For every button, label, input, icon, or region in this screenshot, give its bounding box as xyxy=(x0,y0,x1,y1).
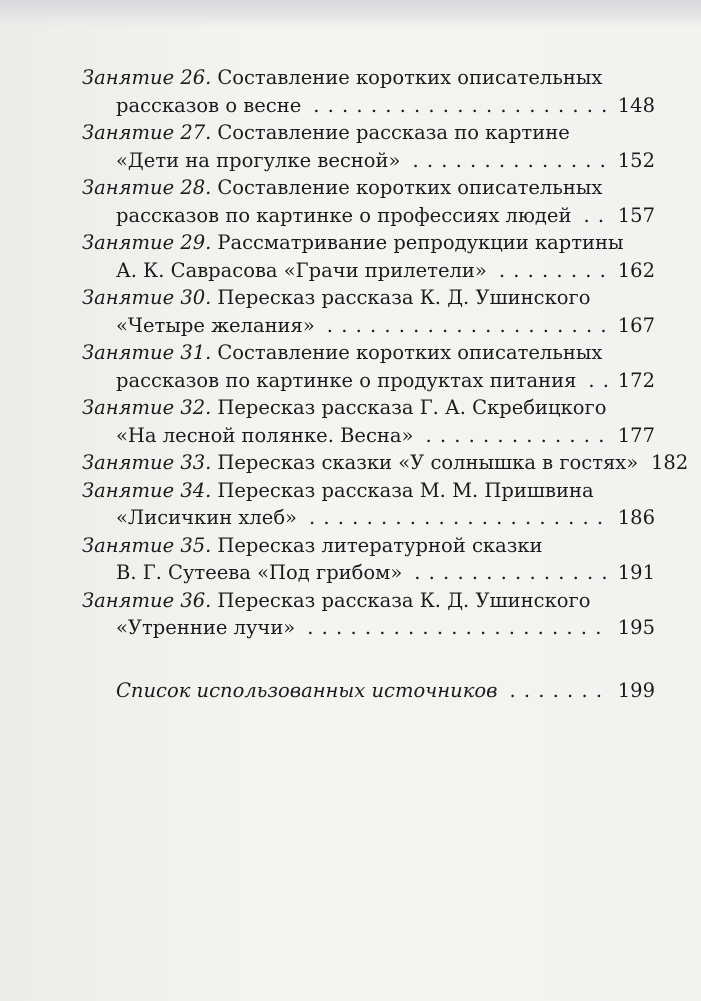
sources-page-number: 199 xyxy=(617,679,655,702)
entry-title-line2: рассказов о весне xyxy=(116,93,302,117)
entry-label: Занятие 28. xyxy=(82,176,212,199)
toc-entry-26[interactable] xyxy=(82,64,655,119)
entry-page-number: 152 xyxy=(617,148,655,172)
entry-label: Занятие 27. xyxy=(82,121,212,144)
toc-entry-31[interactable] xyxy=(82,339,655,394)
entry-title-line2: «Четыре желания» xyxy=(116,313,315,337)
toc-entry-29[interactable] xyxy=(82,229,655,284)
entry-label: Занятие 30. xyxy=(82,286,212,309)
entry-title-line1: Составление коротких описательных xyxy=(217,341,603,364)
entry-page-number: 195 xyxy=(617,616,655,639)
leader-dots xyxy=(327,312,609,340)
entry-page-number: 186 xyxy=(617,506,655,529)
entry-title-line1: Составление рассказа по картине xyxy=(217,121,570,144)
entry-title-line1: Пересказ сказки «У солнышка в гостях» xyxy=(217,451,639,474)
entry-label: Занятие 35. xyxy=(82,533,212,557)
sources-title: Список использованных источников xyxy=(116,679,498,702)
leader-dots xyxy=(425,422,609,450)
entry-label: Занятие 29. xyxy=(82,231,212,254)
entry-title-line2: «Дети на прогулке весной» xyxy=(116,148,401,172)
leader-dots xyxy=(307,614,609,642)
toc-entry-33[interactable] xyxy=(82,449,689,477)
leader-dots xyxy=(499,257,609,285)
leader-dots xyxy=(309,504,609,532)
entry-title-line1: Составление коротких описательных xyxy=(217,66,603,89)
entry-label: Занятие 32. xyxy=(82,396,212,419)
toc-entry-27[interactable] xyxy=(82,119,655,174)
entry-page-number: 177 xyxy=(617,423,655,447)
toc-entry-sources[interactable] xyxy=(116,677,655,705)
entry-label: Занятие 26. xyxy=(82,66,212,89)
entry-title-line2: В. Г. Сутеева «Под грибом» xyxy=(116,561,403,584)
leader-dots xyxy=(313,92,609,120)
entry-page-number: 162 xyxy=(617,258,655,282)
entry-page-number: 172 xyxy=(617,368,655,392)
toc-entry-30[interactable] xyxy=(82,284,655,339)
entry-title-line2: рассказов по картинке о продуктах питания xyxy=(116,368,577,392)
leader-dots xyxy=(588,367,609,395)
entry-title-line2: «Лисичкин хлеб» xyxy=(116,506,297,529)
entry-label: Занятие 36. xyxy=(82,588,212,612)
entry-title-line2: «Утренние лучи» xyxy=(116,616,296,639)
entry-title-line1: Пересказ рассказа К. Д. Ушинского xyxy=(217,588,591,612)
toc-entry-36[interactable] xyxy=(82,587,655,642)
toc-entry-35[interactable] xyxy=(82,532,655,587)
entry-page-number: 148 xyxy=(617,93,655,117)
entry-title-line1: Пересказ рассказа К. Д. Ушинского xyxy=(217,286,591,309)
toc-entry-28[interactable] xyxy=(82,174,655,229)
entry-title-line1: Пересказ литературной сказки xyxy=(217,533,543,557)
entry-title-line2: А. К. Саврасова «Грачи прилетели» xyxy=(116,258,487,282)
entry-title-line1: Составление коротких описательных xyxy=(217,176,603,199)
entry-title-line2: «На лесной полянке. Весна» xyxy=(116,423,414,447)
entry-title-line1: Пересказ рассказа М. М. Пришвина xyxy=(217,478,594,502)
leader-dots xyxy=(412,147,609,175)
table-of-contents xyxy=(82,64,689,642)
entry-label: Занятие 31. xyxy=(82,341,212,364)
leader-dots xyxy=(414,559,609,587)
leader-dots xyxy=(509,677,609,705)
entry-title-line2: рассказов по картинке о профессиях людей xyxy=(116,203,572,227)
leader-dots xyxy=(583,202,609,230)
toc-entry-32[interactable] xyxy=(82,394,655,449)
page-top-edge xyxy=(0,0,701,28)
entry-page-number: 191 xyxy=(617,561,655,584)
entry-page-number: 157 xyxy=(617,203,655,227)
entry-title-line1: Пересказ рассказа Г. А. Скребицкого xyxy=(217,396,607,419)
entry-label: Занятие 34. xyxy=(82,478,212,502)
toc-entry-34[interactable] xyxy=(82,477,655,532)
entry-page-number: 167 xyxy=(617,313,655,337)
entry-page-number: 182 xyxy=(651,451,689,474)
entry-title-line1: Рассматривание репродукции картины xyxy=(217,231,624,254)
entry-label: Занятие 33. xyxy=(82,451,212,474)
